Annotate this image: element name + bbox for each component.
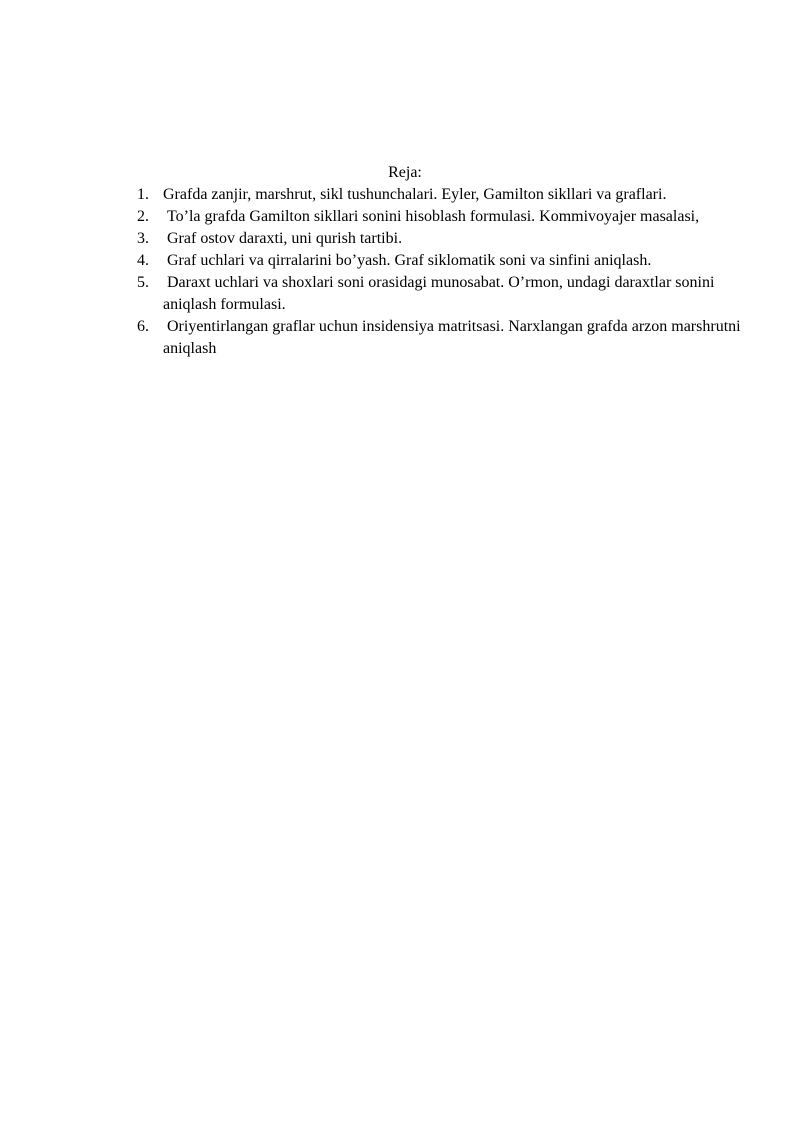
list-item-number: 3.	[137, 230, 149, 247]
list-item-text: Oriyentirlangan graflar uchun insidensiya matritsasi. Narxlangan grafda arzon marshrutni aniqlash	[163, 318, 745, 357]
list-item-text: Graf ostov daraxti, uni qurish tartibi.	[163, 230, 403, 247]
list-item	[137, 250, 747, 272]
list-item	[137, 184, 747, 206]
list-item-number: 6.	[137, 318, 149, 335]
plan-list	[137, 184, 747, 360]
list-item-number: 2.	[137, 208, 149, 225]
list-item-text: To’la grafda Gamilton sikllari sonini hisoblash formulasi. Kommivoyajer masalasi,	[163, 208, 700, 225]
list-item-number: 4.	[137, 252, 149, 269]
list-item-text: Daraxt uchlari va shoxlari soni orasidagi munosabat. O’rmon, undagi daraxtlar sonini aniqlash formulasi.	[163, 274, 719, 313]
list-item	[137, 228, 747, 250]
document-content	[137, 162, 747, 360]
list-item-text: Graf uchlari va qirralarini bo’yash. Graf siklomatik soni va sinfini aniqlash.	[163, 252, 652, 269]
list-item-number: 1.	[137, 186, 149, 203]
list-item	[137, 206, 747, 228]
list-item	[137, 272, 747, 316]
list-item	[137, 316, 747, 360]
list-item-number: 5.	[137, 274, 149, 291]
page-title: Reja:	[388, 164, 422, 181]
list-item-text: Grafda zanjir, marshrut, sikl tushunchalari. Eyler, Gamilton sikllari va graflari.	[163, 186, 667, 203]
